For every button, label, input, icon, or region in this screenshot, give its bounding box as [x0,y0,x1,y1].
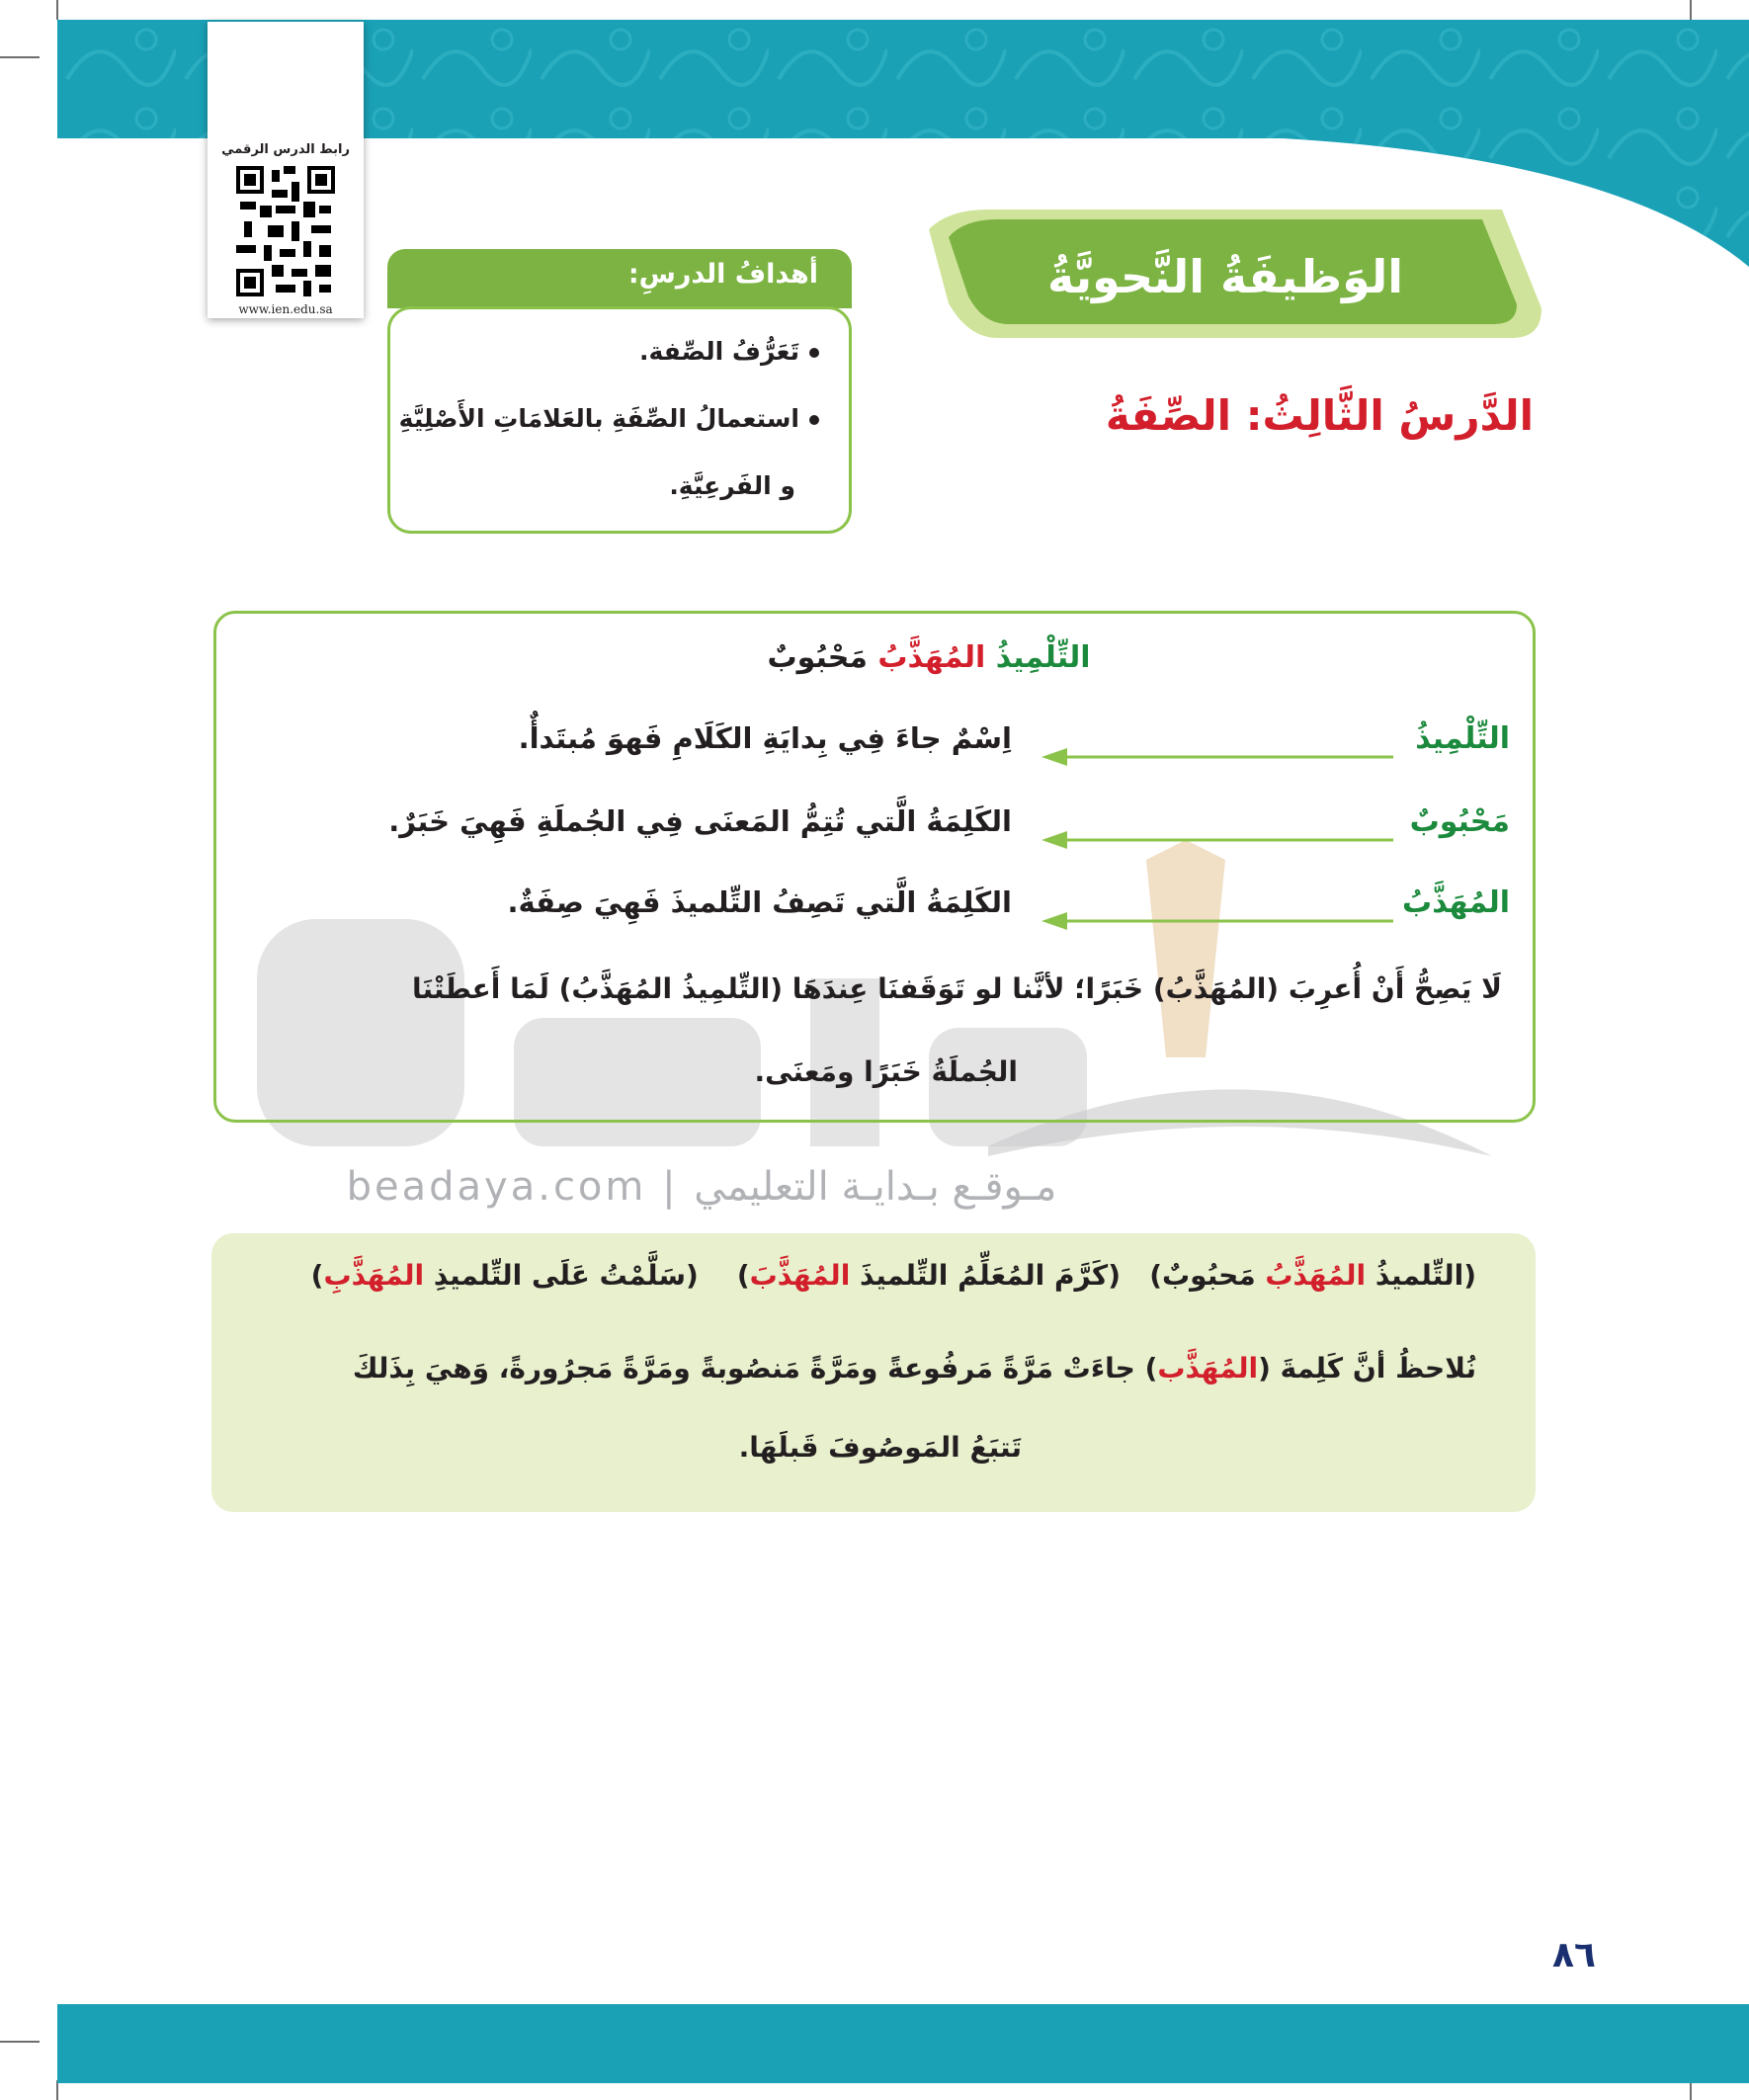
conclusion-examples [311,1259,1476,1292]
bullet-icon [809,415,819,425]
arrow-left-icon [1041,828,1393,852]
example-note-continued: الجُملَةُ خَبَرًا ومَعنَى. [754,1055,1018,1088]
example-description: الكَلِمَةُ الَّتي تُتِمُّ المَعنَى فِي الجُملَةِ فَهِيَ خَبَرٌ. [388,804,1012,838]
qr-card[interactable] [208,22,364,318]
objective-item: تَعَرُّفُ الصِّفة. [639,337,819,366]
unit-title: الوَظيفَةُ النَّحويَّةُ [1047,250,1403,303]
conclusion-box [211,1233,1536,1512]
conclusion-example: (سَلَّمْتُ عَلَى التِّلميذِ المُهَذَّبِ) [310,1259,699,1292]
example-description: اِسْمٌ جاءَ فِي بِدايَةِ الكَلَامِ فَهوَ مُبتَدأٌ. [518,721,1012,755]
page-number: ٨٦ [1552,1935,1596,1975]
objective-item-continued: و الفَرعِيَّةِ. [669,471,795,500]
objective-item: استعمالُ الصِّفَةِ بالعَلامَاتِ الأَصْلِيَّةِ [399,404,819,433]
example-box [213,611,1536,1123]
lesson-title: الدَّرسُ الثَّالِثُ: الصِّفَةُ [1105,391,1534,440]
qr-label: رابط الدرس الرقمي [221,142,350,157]
crop-mark [1690,0,1692,20]
example-word: التِّلْمِيذُ [1415,721,1510,756]
qr-code[interactable] [236,166,335,296]
qr-url[interactable]: www.ien.edu.sa [238,302,333,316]
objectives-box [387,306,852,534]
example-description: الكَلِمَةُ الَّتي تَصِفُ التِّلميذَ فَهِيَ صِفَةٌ. [507,885,1012,919]
example-word: مَحْبُوبٌ [1409,804,1510,839]
crop-mark [56,0,58,20]
crop-mark [56,2080,58,2100]
objectives-header [387,249,852,308]
bullet-icon [809,348,819,358]
arrow-left-icon [1041,745,1393,769]
objectives-title: أهدافُ الدرسِ: [627,259,818,290]
example-word: المُهَذَّبُ [1402,885,1510,920]
conclusion-example: (كَرَّمَ المُعَلِّمُ التِّلميذَ المُهَذَّبَ) [736,1259,1121,1292]
conclusion-text: نُلاحظُ أنَّ كَلِمةَ (المُهَذَّب) جاءَتْ مَرَّةً مَرفُوعةً ومَرَّةً مَنصُوبةً ومَرَّةً مَجرُورةً، وَهيَ بِذَلكَ [352,1352,1476,1385]
arrow-left-icon [1041,909,1393,933]
crop-mark [0,2041,40,2043]
example-note: لَا يَصِحُّ أَنْ أُعرِبَ (المُهَذَّبُ) خَبَرًا؛ لأنَّنا لو تَوَقَفنَا عِندَهَا (التِّلمِيذُ المُهَذَّبُ) لَمَا أَعطَتْنَا [411,972,1502,1005]
example-sentence: التِّلْمِيذُ المُهَذَّبُ مَحْبُوبٌ [767,640,1091,675]
crop-mark [1690,2080,1692,2100]
bottom-bar [57,2004,1749,2083]
watermark-text: beadaya.com | مـوقـع بـدايـة التعليمي [346,1164,1057,1210]
conclusion-example: (التِّلميذُ المُهَذَّبُ مَحبُوبٌ) [1149,1259,1476,1292]
conclusion-text-continued: تَتبَعُ المَوصُوفَ قَبلَهَا. [738,1431,1022,1464]
crop-mark [0,56,40,58]
